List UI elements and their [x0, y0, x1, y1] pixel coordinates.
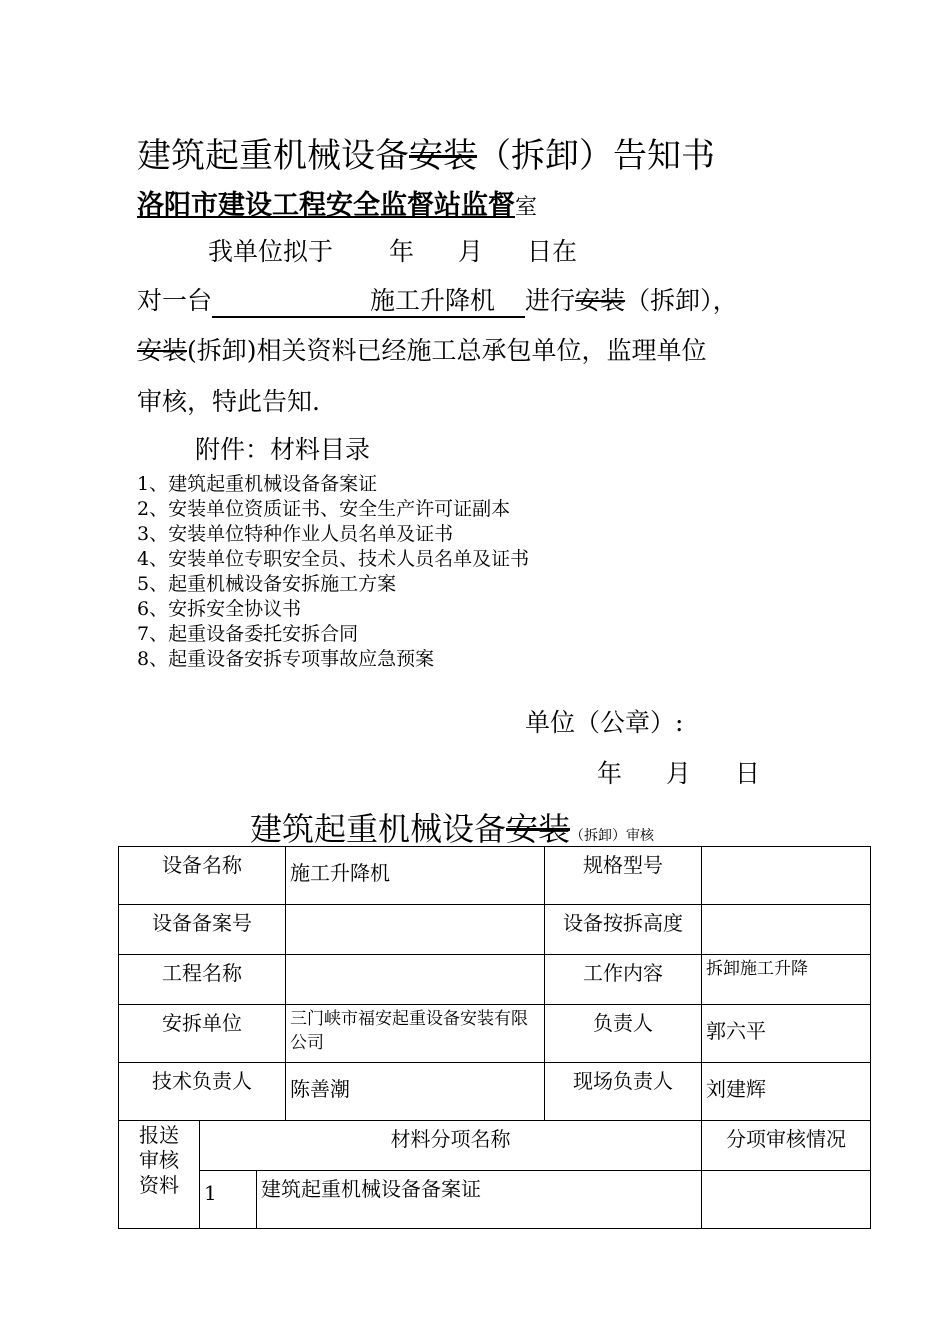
notice-line-1	[208, 232, 577, 268]
material-item-no: 1	[200, 1171, 257, 1229]
list-item: 5、起重机械设备安拆施工方案	[137, 573, 397, 595]
line2-equipment: 施工升降机	[370, 286, 496, 315]
line2-prefix: 对一台	[137, 286, 213, 315]
addressee-tail: 室	[515, 195, 538, 220]
signature-date	[597, 754, 760, 790]
table-row	[119, 905, 871, 955]
line1-prefix: 我单位拟于	[208, 237, 334, 266]
notice-title-strike: 安装	[409, 136, 477, 176]
project-value[interactable]	[286, 955, 545, 1005]
line1-day: 日在	[527, 237, 578, 266]
addressee-name: 洛阳市建设工程安全监督站监督	[137, 190, 515, 221]
height-label: 设备按拆高度	[545, 905, 702, 955]
line3-tail: (拆卸)相关资料已经施工总承包单位，监理单位	[187, 336, 707, 365]
line2-tail: （拆卸），	[625, 286, 738, 315]
addressee	[137, 183, 537, 222]
attachment-list	[137, 472, 529, 672]
height-value[interactable]	[702, 905, 871, 955]
table-row	[119, 1005, 871, 1063]
table-row	[119, 1171, 871, 1229]
record-no-label: 设备备案号	[119, 905, 286, 955]
review-table	[118, 846, 871, 1229]
notice-line-2	[137, 281, 738, 318]
list-item: 4、安装单位专职安全员、技术人员名单及证书	[137, 548, 530, 570]
work-label: 工作内容	[545, 955, 702, 1005]
side-label-line: 报送	[139, 1123, 179, 1147]
materials-status-header: 分项审核情况	[702, 1121, 871, 1171]
equipment-name-value[interactable]: 施工升降机	[286, 847, 545, 905]
review-title-small: （拆卸）审核	[570, 828, 655, 844]
notice-line-3	[137, 331, 707, 367]
table-row	[119, 847, 871, 905]
line1-year: 年	[389, 237, 415, 266]
date-month: 月	[666, 759, 692, 788]
notice-line-4: 审核，特此告知.	[137, 387, 320, 416]
notice-title-tail: （拆卸）告知书	[477, 136, 715, 176]
notice-title	[137, 128, 715, 177]
line3-strike: 安装	[137, 336, 188, 365]
table-row	[119, 955, 871, 1005]
line1-month: 月	[458, 237, 484, 266]
site-label: 现场负责人	[545, 1063, 702, 1121]
material-item-name: 建筑起重机械设备备案证	[257, 1171, 702, 1229]
review-title-main: 建筑起重机械设备	[250, 810, 507, 848]
line2-mid: 进行	[525, 286, 576, 315]
tech-label: 技术负责人	[119, 1063, 286, 1121]
table-row	[119, 1063, 871, 1121]
tech-value[interactable]: 陈善潮	[286, 1063, 545, 1121]
side-label-line: 资料	[139, 1173, 179, 1197]
manager-label: 负责人	[545, 1005, 702, 1063]
material-item-status[interactable]	[702, 1171, 871, 1229]
list-item: 8、起重设备安拆专项事故应急预案	[137, 648, 435, 670]
record-no-value[interactable]	[286, 905, 545, 955]
attachment-heading: 附件：材料目录	[195, 435, 371, 464]
project-label: 工程名称	[119, 955, 286, 1005]
list-item: 7、起重设备委托安拆合同	[137, 623, 359, 645]
date-day: 日	[735, 759, 761, 788]
company-value[interactable]: 三门峡市福安起重设备安装有限公司	[286, 1005, 545, 1063]
model-label: 规格型号	[545, 847, 702, 905]
list-item: 1、建筑起重机械设备备案证	[137, 473, 378, 495]
equipment-name-label: 设备名称	[119, 847, 286, 905]
work-value[interactable]: 拆卸施工升降	[702, 955, 871, 1005]
equipment-blank	[212, 287, 525, 318]
table-row	[119, 1121, 871, 1171]
site-value[interactable]: 刘建辉	[702, 1063, 871, 1121]
list-item: 6、安拆安全协议书	[137, 598, 302, 620]
list-item: 3、安装单位特种作业人员名单及证书	[137, 523, 454, 545]
review-title	[250, 804, 654, 850]
materials-side-label	[119, 1121, 200, 1229]
materials-name-header: 材料分项名称	[200, 1121, 702, 1171]
notice-title-main: 建筑起重机械设备	[137, 136, 409, 176]
seal-label: 单位（公章）:	[525, 708, 684, 737]
review-title-strike: 安装	[506, 810, 571, 848]
manager-value[interactable]: 郭六平	[702, 1005, 871, 1063]
list-item: 2、安装单位资质证书、安全生产许可证副本	[137, 498, 511, 520]
side-label-line: 审核	[139, 1148, 179, 1172]
date-year: 年	[597, 759, 623, 788]
model-value[interactable]	[702, 847, 871, 905]
line2-strike: 安装	[575, 286, 626, 315]
company-label: 安拆单位	[119, 1005, 286, 1063]
